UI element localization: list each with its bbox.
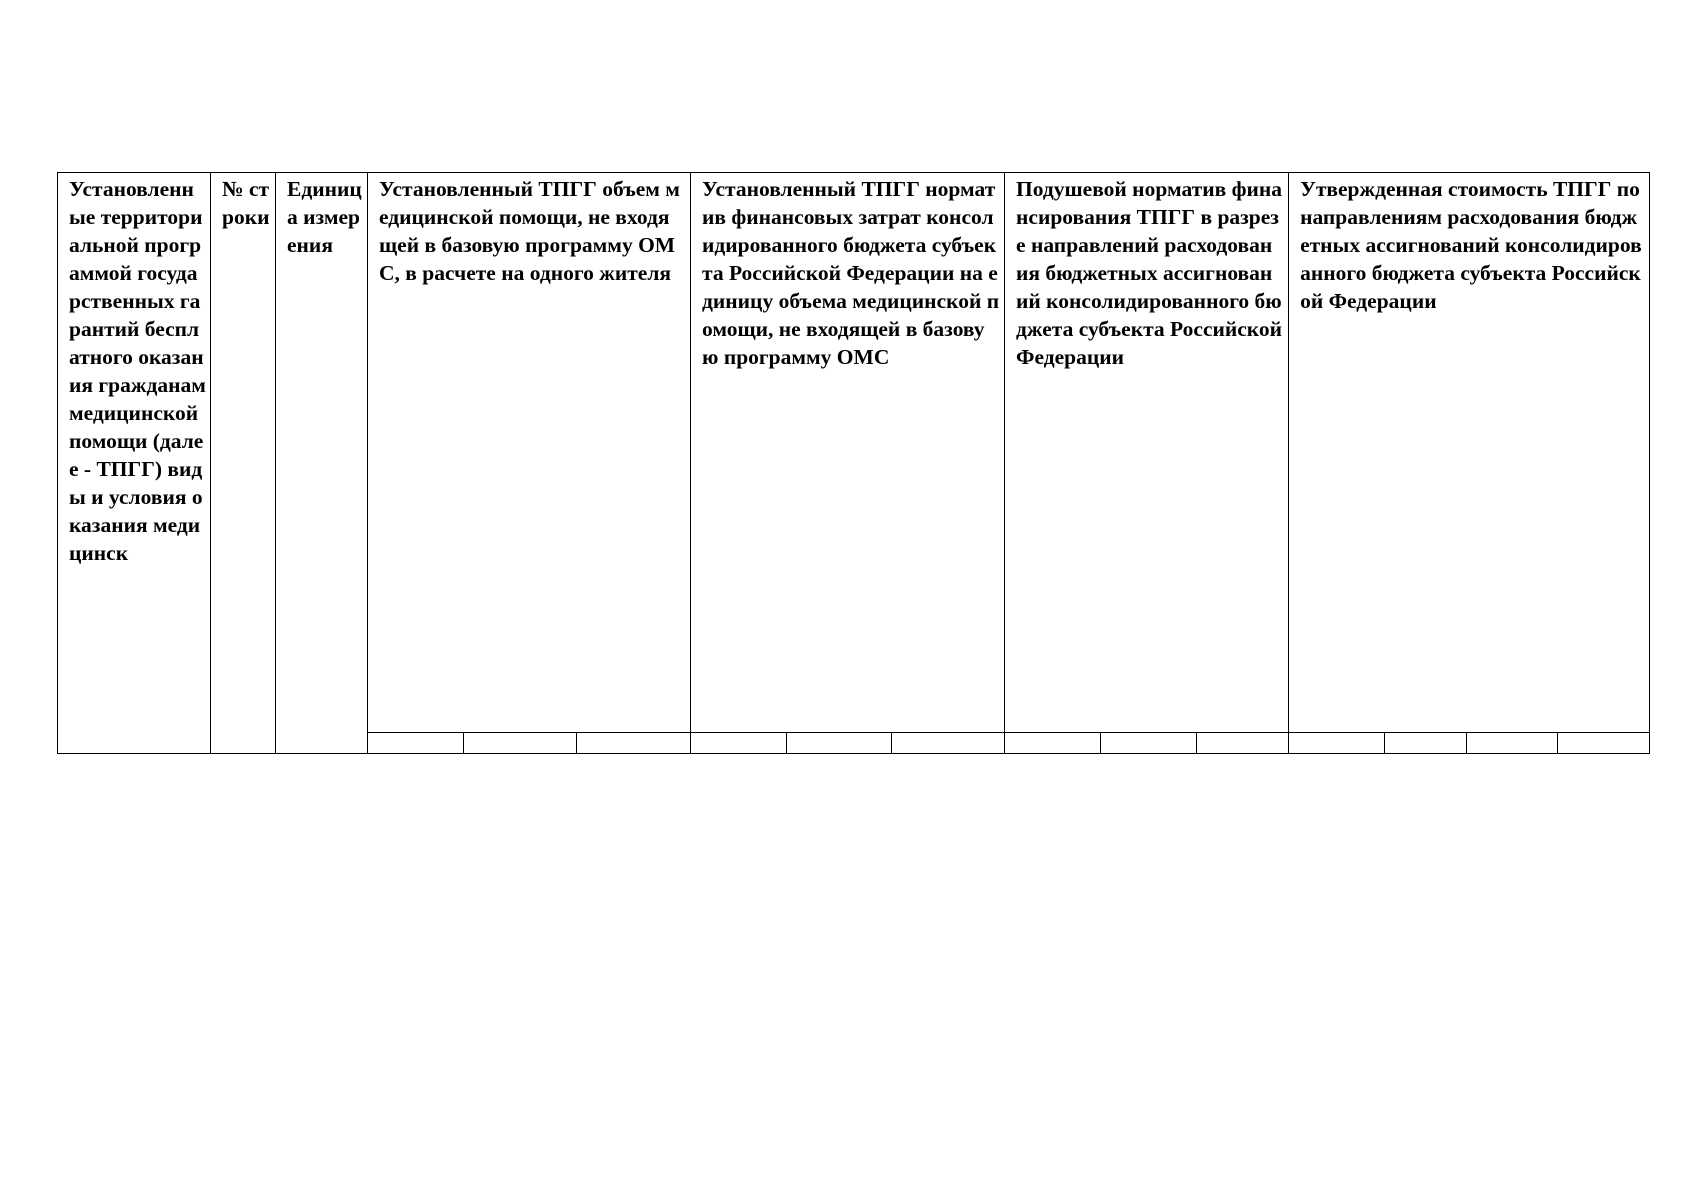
subheader-cell [691,733,787,754]
header-cell-unit [276,173,368,754]
header-text: Установленный ТПГГ объем медицинской помощи, не входящей в базовую программу ОМС, в расчете на одного жителя [379,177,680,285]
subheader-cell [368,733,464,754]
header-text: Подушевой норматив финансирования ТПГГ в разрезе направлений расходования бюджетных ассигнований консолидированного бюджета субъекта Российской Федерации [1016,177,1283,369]
header-cell-approved-cost [1289,173,1650,733]
subheader-cell [1005,733,1101,754]
report-table [57,172,1650,754]
subheader-cell [1558,733,1650,754]
header-text: Установленный ТПГГ норматив финансовых затрат консолидированного бюджета субъекта Российской Федерации на единицу объема медицинской помощи, не входящей в базовую программу ОМС [702,177,1000,369]
header-text: Утвержденная стоимость ТПГГ по направлениям расходования бюджетных ассигнований консолидированного бюджета субъекта Российской Федерации [1300,177,1642,313]
subheader-cell [577,733,691,754]
subheader-cell [464,733,577,754]
header-text: № строки [222,177,270,229]
subheader-cell [1197,733,1289,754]
header-cell-types-conditions [58,173,211,754]
header-text: Единица измерения [287,177,362,257]
subheader-cell [787,733,892,754]
subheader-cell [892,733,1005,754]
header-cell-per-capita-norm [1005,173,1289,733]
subheader-cell [1289,733,1385,754]
subheader-cell [1385,733,1467,754]
header-cell-cost-norm [691,173,1005,733]
header-cell-row-number [211,173,276,754]
header-cell-volume [368,173,691,733]
subheader-cell [1467,733,1558,754]
header-text: Установленные территориальной программой государственных гарантий бесплатного оказания гражданам медицинской помощи (далее - ТПГГ) виды и условия оказания медицинск [69,177,206,565]
subheader-cell [1101,733,1197,754]
header-row [58,173,1650,733]
